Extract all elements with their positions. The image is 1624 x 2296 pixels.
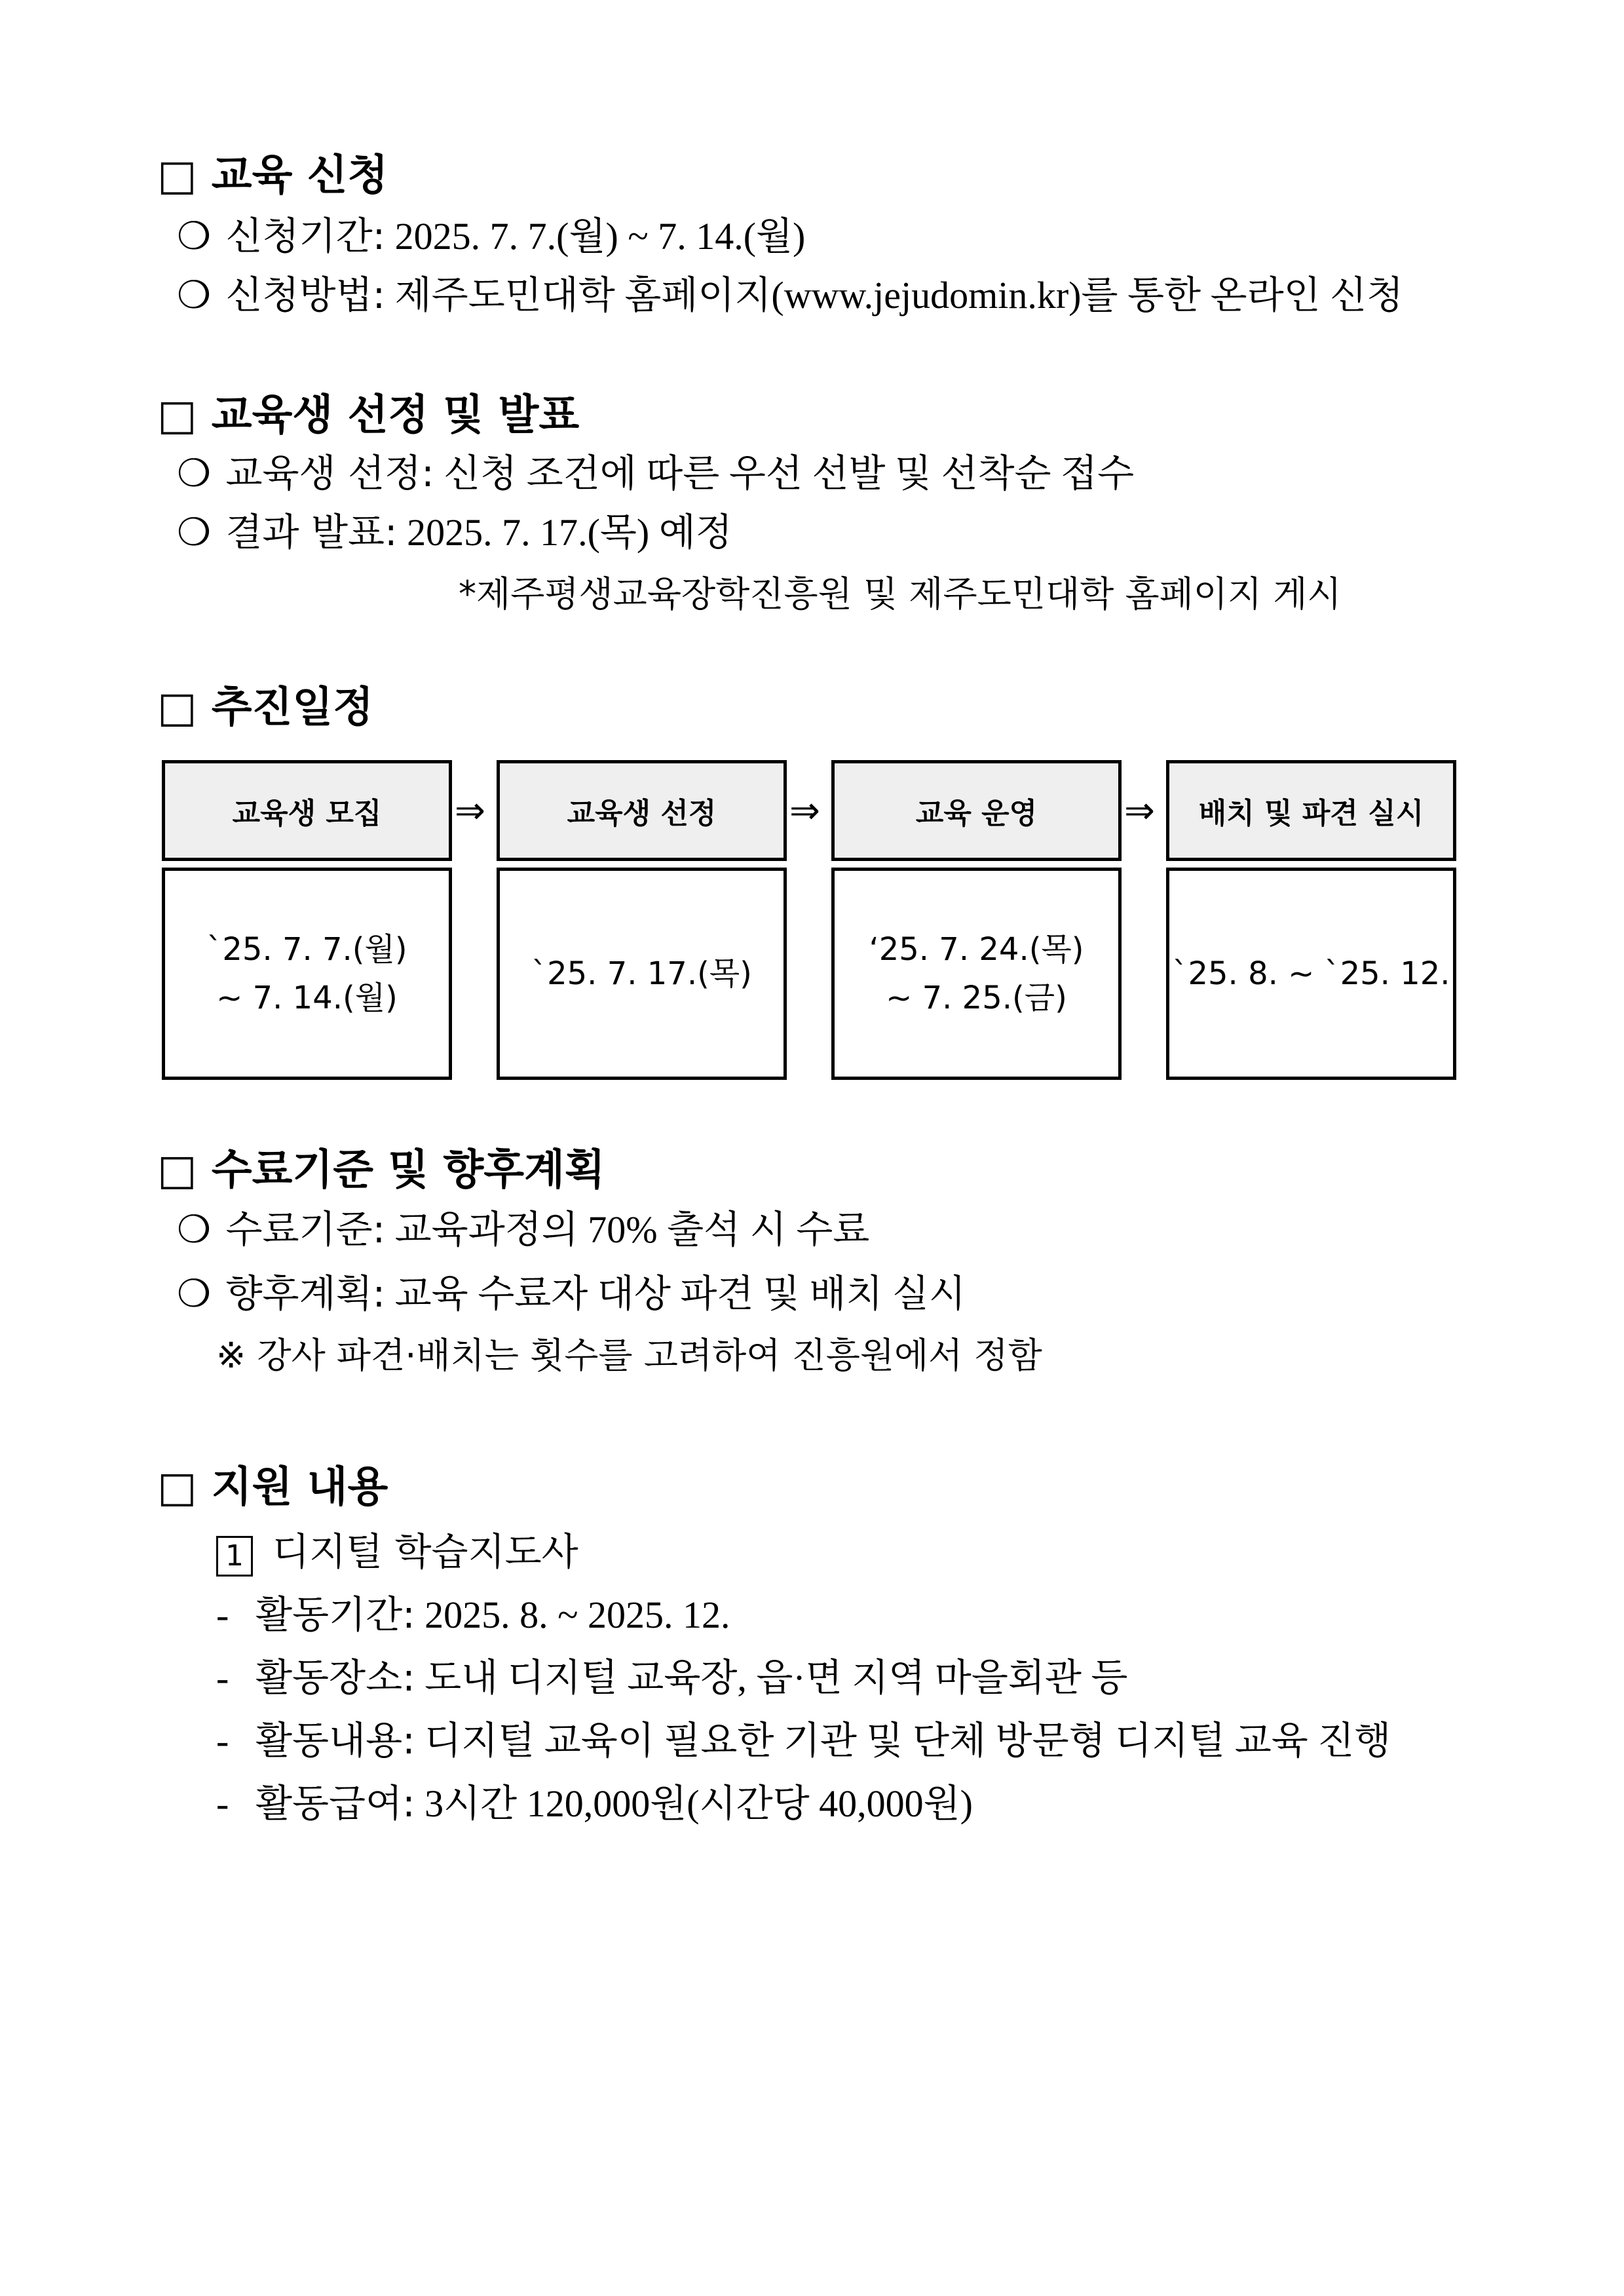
dash-marker: - (216, 1719, 229, 1762)
dash-marker: - (216, 1656, 229, 1699)
date-line: `25. 8. ~ `25. 12. (1172, 955, 1450, 992)
date-line: ‘25. 7. 24.(목) (869, 931, 1084, 968)
item-label: 활동장소: (255, 1655, 415, 1700)
section-heading-application: □ 교육 신청 (157, 151, 388, 200)
bullet-icon: ❍ (177, 1207, 211, 1252)
schedule-step-deploy: 배치 및 파견 실시 (1166, 760, 1456, 861)
completion-note: ※ 강사 파견·배치는 횟수를 고려하여 진흥원에서 정함 (216, 1335, 1042, 1376)
item-label: 교육생 선정: (225, 451, 434, 495)
application-method-row (177, 270, 1403, 320)
selection-criteria-row (177, 448, 1134, 499)
item-value: 2025. 7. 17.(목) 예정 (407, 511, 732, 554)
subtitle-text: 디지털 학습지도사 (273, 1529, 578, 1574)
item-value: 신청 조건에 따른 우선 선발 및 선착순 접수 (444, 452, 1135, 495)
item-label: 향후계획: (225, 1271, 386, 1316)
schedule-date-operate (831, 868, 1122, 1080)
selection-note: *제주평생교육장학진흥원 및 제주도민대학 홈페이지 게시 (459, 573, 1342, 615)
date-line: `25. 7. 7.(월) (206, 931, 407, 968)
item-value: 교육 수료자 대상 파견 및 배치 실시 (394, 1272, 966, 1315)
item-value: 교육과정의 70% 출석 시 수료 (394, 1208, 870, 1251)
item-label: 활동기간: (255, 1592, 415, 1637)
activity-pay-row (216, 1778, 973, 1829)
item-value: 3시간 120,000원(시간당 40,000원) (425, 1782, 973, 1825)
arrow-right-icon: ⇒ (789, 790, 820, 832)
item-label: 신청기간: (225, 214, 386, 258)
bullet-icon: ❍ (177, 1271, 211, 1316)
arrow-right-icon: ⇒ (455, 790, 485, 832)
section-heading-selection: □ 교육생 선정 및 발표 (157, 391, 580, 440)
section-heading-support: □ 지원 내용 (157, 1463, 388, 1512)
bullet-icon: ❍ (177, 510, 211, 554)
item-label: 수료기준: (225, 1207, 386, 1252)
support-subtitle (216, 1527, 578, 1577)
future-plan-row (177, 1269, 966, 1319)
schedule-step-recruit: 교육생 모집 (162, 760, 452, 861)
bullet-icon: ❍ (177, 214, 211, 258)
item-label: 활동급여: (255, 1781, 415, 1826)
schedule-step-operate: 교육 운영 (831, 760, 1122, 861)
activity-place-row (216, 1653, 1127, 1703)
schedule-date-deploy (1166, 868, 1456, 1080)
schedule-date-select (497, 868, 787, 1080)
item-value: 디지털 교육이 필요한 기관 및 단체 방문형 디지털 교육 진행 (425, 1719, 1391, 1762)
item-value: 제주도민대학 홈페이지(www.jejudomin.kr)를 통한 온라인 신청 (394, 274, 1404, 316)
date-line: ~ 7. 14.(월) (216, 980, 398, 1016)
date-line: `25. 7. 17.(목) (531, 955, 752, 992)
activity-period-row (216, 1590, 730, 1640)
activity-content-row (216, 1715, 1391, 1766)
section-heading-schedule: □ 추진일정 (157, 683, 374, 732)
application-period-row (177, 211, 805, 261)
schedule-date-recruit (162, 868, 452, 1080)
section-heading-completion: □ 수료기준 및 향후계획 (157, 1146, 605, 1195)
arrow-right-icon: ⇒ (1124, 790, 1155, 832)
item-value: 도내 디지털 교육장, 읍·면 지역 마을회관 등 (425, 1656, 1128, 1699)
dash-marker: - (216, 1782, 229, 1825)
item-label: 신청방법: (225, 273, 386, 317)
item-label: 결과 발표: (225, 510, 398, 554)
completion-criteria-row (177, 1204, 869, 1255)
date-line: ~ 7. 25.(금) (886, 980, 1067, 1016)
item-value: 2025. 8. ~ 2025. 12. (425, 1594, 730, 1636)
schedule-step-select: 교육생 선정 (497, 760, 787, 861)
bullet-icon: ❍ (177, 273, 211, 317)
item-label: 활동내용: (255, 1718, 415, 1763)
bullet-icon: ❍ (177, 451, 211, 495)
dash-marker: - (216, 1594, 229, 1636)
result-announcement-row (177, 507, 732, 558)
number-badge: 1 (216, 1536, 253, 1577)
item-value: 2025. 7. 7.(월) ~ 7. 14.(월) (394, 215, 806, 258)
